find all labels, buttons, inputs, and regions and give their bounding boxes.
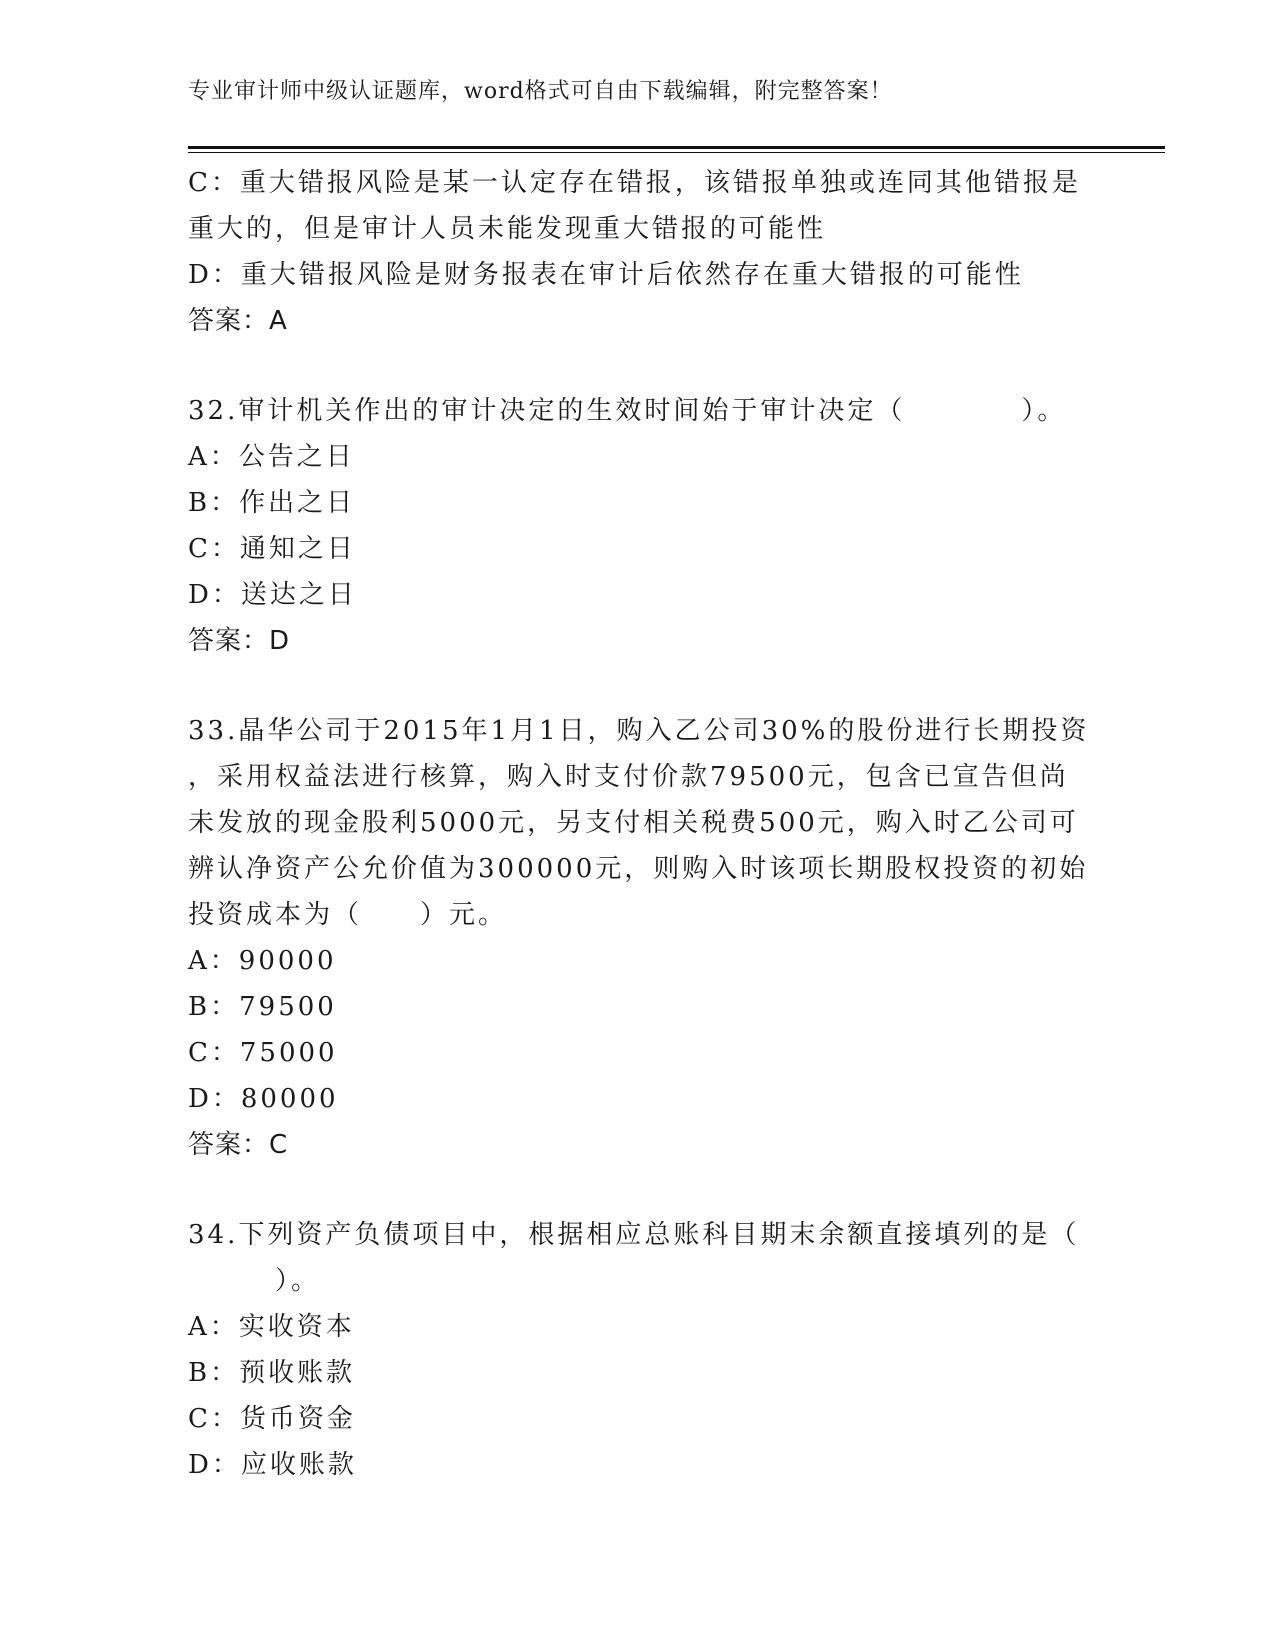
- question-34: [188, 1212, 1088, 1488]
- option-d: D：应收账款: [188, 1450, 357, 1480]
- option-c: C：75000: [188, 1038, 338, 1068]
- option-b: B：79500: [188, 992, 337, 1022]
- question-33: [188, 708, 1088, 1168]
- option-b: B：预收账款: [188, 1358, 356, 1388]
- question-31: [188, 160, 1088, 344]
- option-c-continued: 重大的，但是审计人员未能发现重大错报的可能性: [188, 214, 827, 244]
- option-d: D：重大错报风险是财务报表在审计后依然存在重大错报的可能性: [188, 260, 1024, 290]
- spacer: [188, 1168, 1088, 1212]
- option-c: C：货币资金: [188, 1404, 356, 1434]
- option-c: C：重大错报风险是某一认定存在错报，该错报单独或连同其他错报是: [188, 168, 1081, 198]
- question-stem-continued: ）。: [188, 1266, 321, 1296]
- answer: 答案：C: [188, 1130, 289, 1160]
- option-a: A：实收资本: [188, 1312, 355, 1342]
- option-a: A：90000: [188, 946, 337, 976]
- question-stem-continued: 未发放的现金股利5000元，另支付相关税费500元，购入时乙公司可: [188, 808, 1079, 838]
- question-stem: 33.晶华公司于2015年1月1日，购入乙公司30%的股份进行长期投资: [188, 716, 1090, 746]
- option-d: D：80000: [188, 1084, 339, 1114]
- answer: 答案：A: [188, 306, 288, 336]
- spacer: [188, 344, 1088, 388]
- question-stem: 34.下列资产负债项目中，根据相应总账科目期末余额直接填列的是（: [188, 1220, 1080, 1250]
- option-b: B：作出之日: [188, 488, 356, 518]
- header-divider: [188, 146, 1165, 149]
- question-stem-continued: 投资成本为（ ）元。: [188, 900, 508, 930]
- answer: 答案：D: [188, 626, 291, 656]
- option-d: D：送达之日: [188, 580, 357, 610]
- option-a: A：公告之日: [188, 442, 355, 472]
- option-c: C：通知之日: [188, 534, 356, 564]
- question-32: [188, 388, 1088, 664]
- page-header: 专业审计师中级认证题库，word格式可自由下载编辑，附完整答案！: [188, 79, 893, 104]
- spacer: [188, 664, 1088, 708]
- question-stem-continued: ，采用权益法进行核算，购入时支付价款79500元，包含已宣告但尚: [188, 762, 1069, 792]
- question-stem-continued: 辨认净资产公允价值为300000元，则购入时该项长期股权投资的初始: [188, 854, 1089, 884]
- question-stem: 32.审计机关作出的审计决定的生效时间始于审计决定（ ）。: [188, 396, 1067, 426]
- question-list: [188, 160, 1088, 1488]
- header-divider-thin: [188, 152, 1165, 153]
